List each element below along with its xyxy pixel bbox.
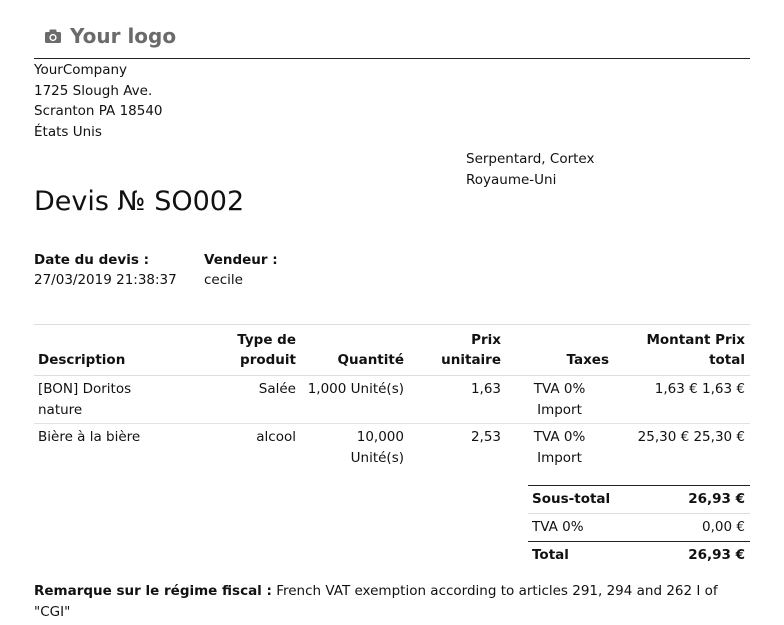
subtotal-row (528, 486, 750, 514)
tax-value: 0,00 € (655, 514, 751, 542)
line-quantity: 1,000 Unité(s) (301, 376, 409, 424)
fiscal-note-text: French VAT exemption according to articles 291, 294 and 262 I of "CGI" (34, 583, 718, 620)
company-name: YourCompany (34, 62, 128, 78)
line-description: [BON] Doritos nature (34, 376, 224, 424)
column-header-description: Description (34, 325, 224, 376)
customer-address (466, 149, 594, 190)
table-row (34, 376, 750, 424)
table-header-row (34, 325, 750, 376)
line-product-type: alcool (256, 429, 296, 445)
total-value: 26,93 € (655, 542, 751, 570)
header-rule (34, 58, 750, 59)
line-total-price: 25,30 € 25,30 € (637, 429, 745, 445)
customer-country: Royaume-Uni (466, 171, 557, 188)
customer-name: Serpentard, Cortex (466, 151, 595, 167)
order-lines-table (34, 324, 750, 471)
fiscal-note (34, 581, 744, 623)
salesperson-label: Vendeur : (204, 252, 278, 268)
subtotal-label: Sous-total (528, 486, 655, 514)
line-taxes: TVA 0% Import (533, 429, 586, 466)
company-city: Scranton PA 18540 (34, 103, 163, 119)
total-row (528, 542, 750, 570)
company-logo (44, 22, 176, 50)
line-product-type: Salée (224, 376, 301, 424)
line-unit-price: 2,53 (470, 429, 501, 445)
line-description: Bière à la bière (38, 429, 141, 445)
total-label: Total (528, 542, 655, 570)
tax-label: TVA 0% (528, 514, 655, 542)
line-taxes: TVA 0% Import (506, 376, 614, 424)
salesperson-value: cecile (204, 272, 243, 288)
salesperson-block (204, 250, 278, 290)
camera-icon (44, 28, 62, 44)
quote-date-block (34, 250, 177, 290)
company-country: États Unis (34, 123, 102, 140)
quote-date-value: 27/03/2019 21:38:37 (34, 272, 177, 288)
line-total-price: 1,63 € 1,63 € (614, 376, 750, 424)
column-header-quantity: Quantité (301, 325, 409, 376)
logo-text: Your logo (70, 24, 177, 48)
fiscal-note-label: Remarque sur le régime fiscal : (34, 583, 272, 599)
column-header-taxes: Taxes (506, 325, 614, 376)
column-header-total-price: Montant Prix total (614, 325, 750, 376)
line-quantity: 10,000 Unité(s) (350, 429, 404, 466)
column-header-unit-price: Prix unitaire (409, 325, 506, 376)
page-title: Devis № SO002 (34, 186, 245, 217)
tax-row (528, 514, 750, 542)
totals-table (528, 485, 750, 569)
table-row (34, 424, 750, 472)
company-street: 1725 Slough Ave. (34, 82, 153, 99)
line-unit-price: 1,63 (409, 376, 506, 424)
quote-date-label: Date du devis : (34, 252, 149, 268)
subtotal-value: 26,93 € (655, 486, 751, 514)
company-address (34, 60, 163, 142)
column-header-product-type: Type de produit (224, 325, 301, 376)
